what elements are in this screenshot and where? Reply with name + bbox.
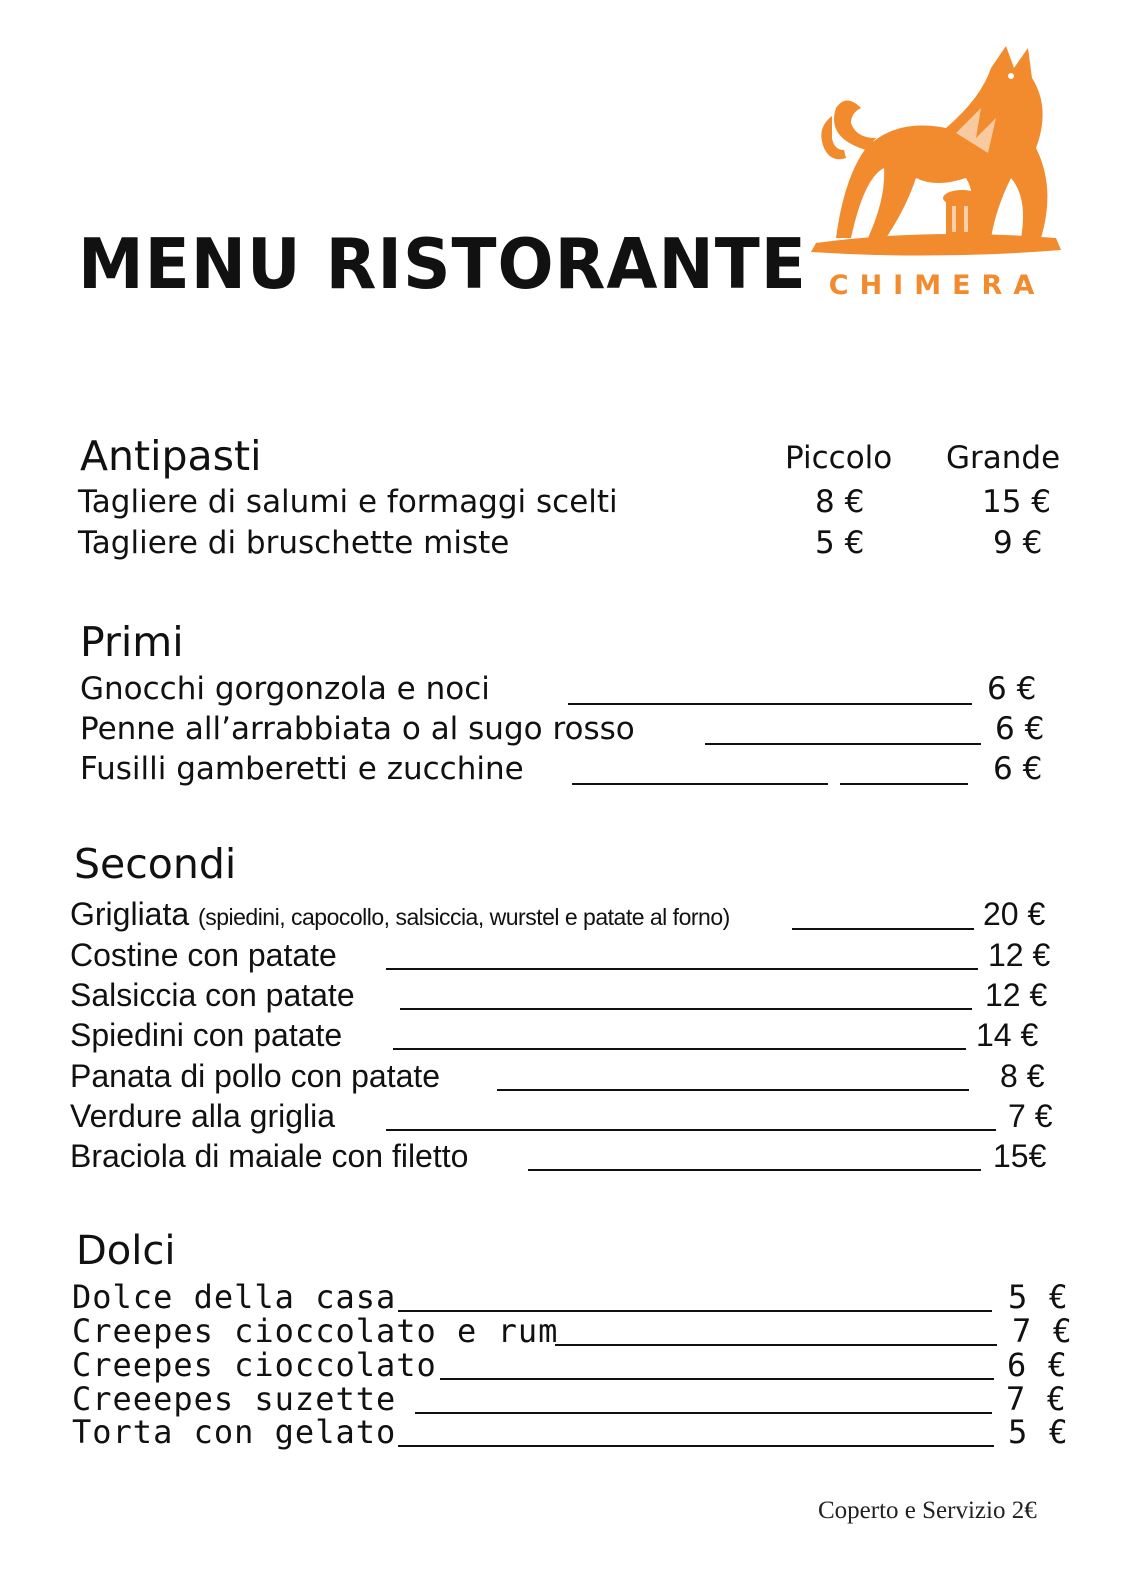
primi-item-name: Gnocchi gorgonzola e noci [80, 671, 490, 707]
antipasti-item-small: 5 € [815, 525, 865, 561]
secondi-item-price: 15€ [993, 1138, 1047, 1174]
chimera-beer-logo-icon [806, 38, 1068, 268]
leader-line [386, 1129, 996, 1131]
page-title: MENU RISTORANTE [78, 224, 807, 305]
secondi-item-name: Verdure alla griglia [70, 1098, 336, 1134]
dolci-item-price: 5 € [1008, 1413, 1069, 1451]
antipasti-item-name: Tagliere di bruschette miste [78, 525, 510, 561]
primi-item-price: 6 € [987, 671, 1037, 707]
leader-line [572, 783, 828, 785]
leader-line [705, 743, 981, 745]
secondi-item-title: Grigliata [70, 896, 190, 932]
dolci-item-price: 7 € [1006, 1380, 1067, 1418]
cover-charge-note: Coperto e Servizio 2€ [818, 1497, 1037, 1524]
dolci-item-name: Torta con gelato [72, 1413, 397, 1451]
secondi-item-name: Costine con patate [70, 937, 337, 973]
secondi-item-note: (spiedini, capocollo, salsiccia, wurstel e patate al forno) [198, 904, 730, 930]
secondi-item-name: Salsiccia con patate [70, 977, 355, 1013]
leader-line [568, 703, 972, 705]
dolci-item-price: 7 € [1012, 1312, 1073, 1350]
secondi-item-name [70, 898, 730, 930]
leader-line [400, 1008, 972, 1010]
leader-line [398, 1445, 994, 1447]
primi-item-price: 6 € [995, 711, 1045, 747]
leader-line [555, 1344, 997, 1346]
secondi-heading: Secondi [74, 840, 237, 888]
secondi-item-price: 7 € [1008, 1098, 1053, 1134]
col-grande: Grande [946, 440, 1061, 476]
secondi-item-name: Braciola di maiale con filetto [70, 1138, 469, 1174]
primi-item-name: Penne all’arrabbiata o al sugo rosso [80, 711, 635, 747]
secondi-item-name: Spiedini con patate [70, 1017, 343, 1053]
secondi-item-price: 12 € [988, 937, 1051, 973]
chimera-logo [806, 38, 1068, 308]
secondi-item-name: Panata di pollo con patate [70, 1058, 441, 1094]
dolci-item-price: 6 € [1007, 1346, 1068, 1384]
secondi-item-price: 14 € [976, 1017, 1039, 1053]
antipasti-heading: Antipasti [80, 432, 262, 480]
secondi-item-price: 20 € [983, 896, 1046, 932]
logo-text: CHIMERA [828, 270, 1046, 301]
secondi-item-price: 8 € [1000, 1058, 1045, 1094]
leader-line [840, 783, 968, 785]
leader-line [386, 968, 978, 970]
leader-line [792, 928, 974, 930]
dolci-item-price: 5 € [1008, 1278, 1069, 1316]
col-piccolo: Piccolo [785, 440, 893, 476]
antipasti-item-small: 8 € [815, 484, 865, 520]
dolci-item-name: Creeepes suzette [72, 1380, 397, 1418]
leader-line [415, 1412, 992, 1414]
leader-line [528, 1169, 981, 1171]
primi-item-price: 6 € [993, 751, 1043, 787]
dolci-item-name: Creepes cioccolato e rum [72, 1312, 559, 1350]
leader-line [497, 1089, 969, 1091]
leader-line [440, 1378, 994, 1380]
leader-line [393, 1048, 966, 1050]
antipasti-item-large: 9 € [993, 525, 1043, 561]
primi-item-name: Fusilli gamberetti e zucchine [80, 751, 524, 787]
antipasti-item-name: Tagliere di salumi e formaggi scelti [78, 484, 618, 520]
dolci-item-name: Dolce della casa [72, 1278, 397, 1316]
primi-heading: Primi [80, 618, 184, 666]
antipasti-item-large: 15 € [982, 484, 1052, 520]
secondi-item-price: 12 € [985, 977, 1048, 1013]
dolci-heading: Dolci [76, 1228, 176, 1274]
dolci-item-name: Creepes cioccolato [72, 1346, 437, 1384]
